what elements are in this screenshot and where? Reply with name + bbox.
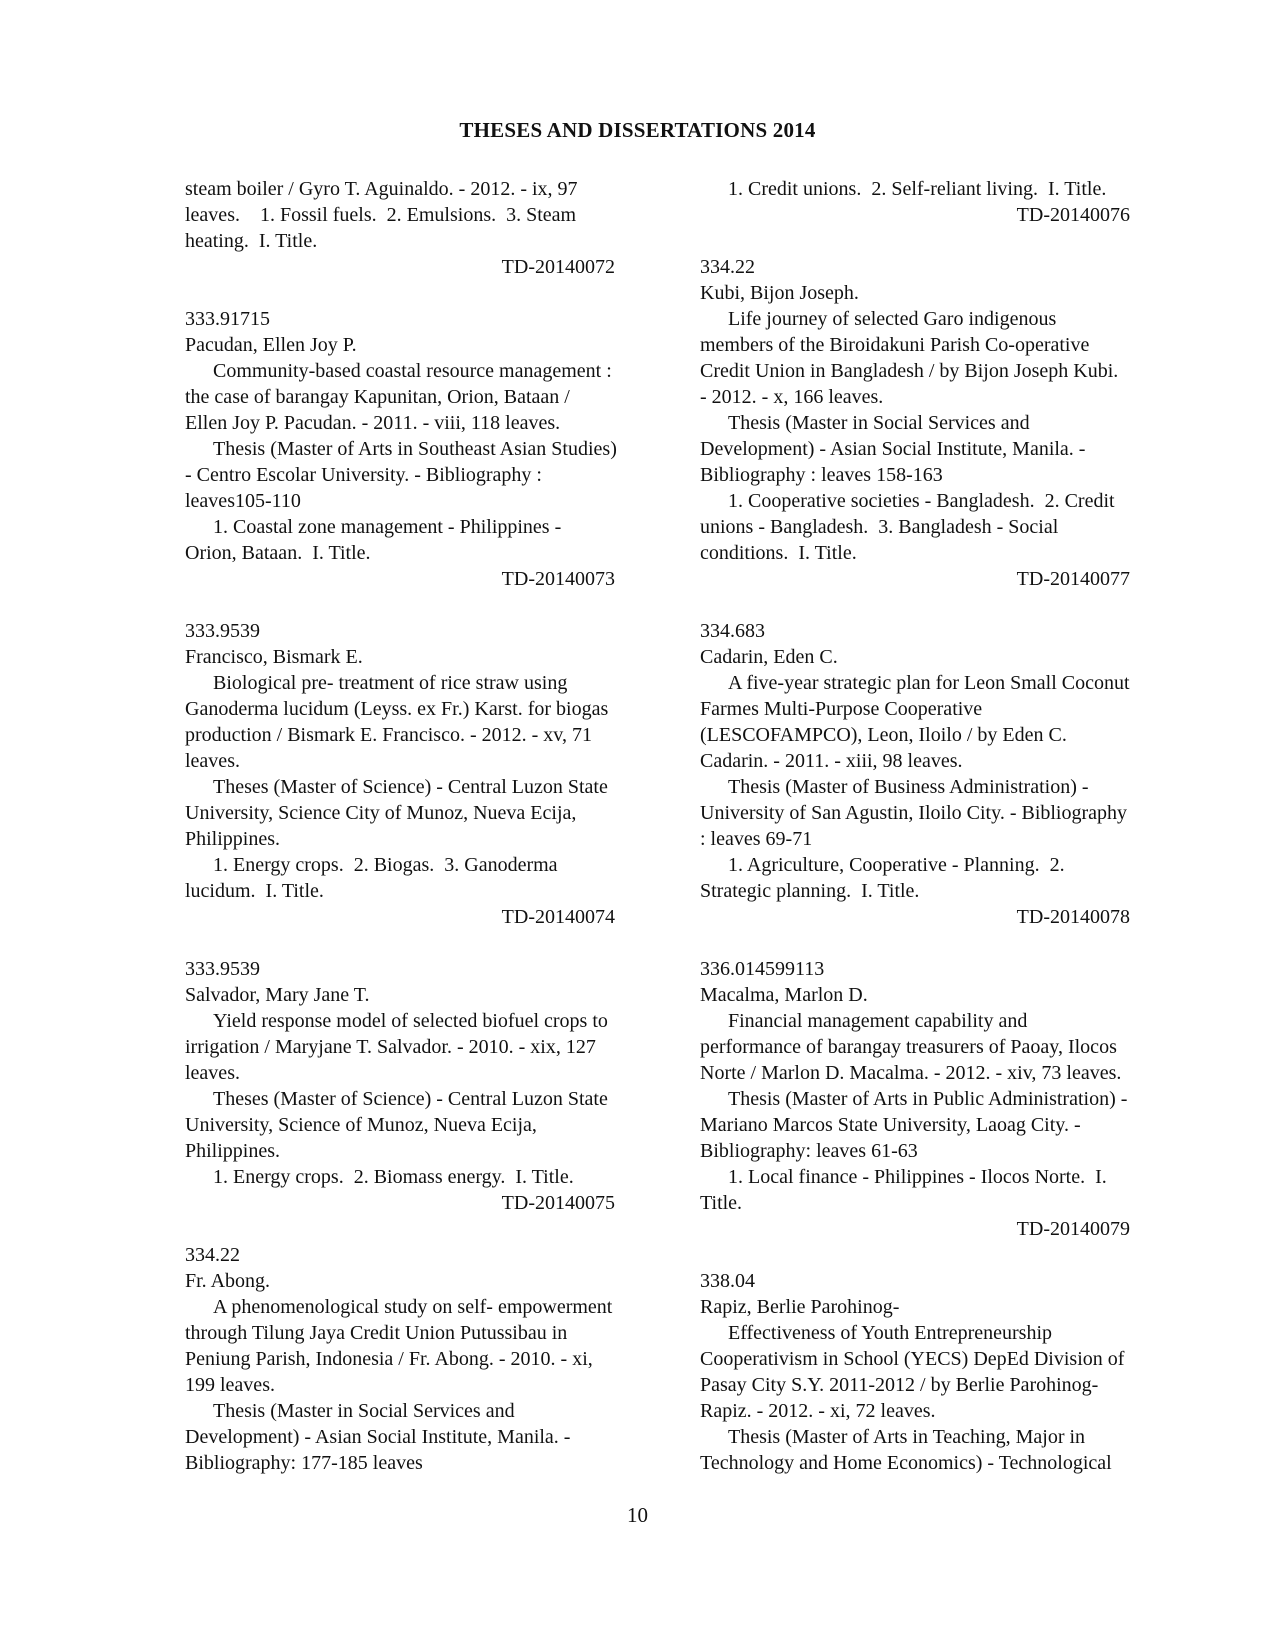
text-line: Farmes Multi-Purpose Cooperative — [700, 698, 983, 720]
accession-number: TD-20140076 — [1016, 204, 1130, 226]
text-line: (LESCOFAMPCO), Leon, Iloilo / by Eden C. — [700, 724, 1067, 746]
text-line: Cooperativism in School (YECS) DepEd Division of — [700, 1348, 1125, 1370]
text-line: Technology and Home Economics) - Technological — [700, 1452, 1112, 1474]
page-title: THESES AND DISSERTATIONS 2014 — [459, 118, 816, 142]
text-line: 1. Agriculture, Cooperative - Planning. 2. — [728, 854, 1065, 876]
entry-spacer — [185, 592, 670, 618]
text-line: Cadarin. - 2011. - xiii, 98 leaves. — [700, 750, 963, 772]
text-line: Kubi, Bijon Joseph. — [700, 282, 859, 304]
text-line: University of San Agustin, Iloilo City. - Bibliography — [700, 802, 1128, 824]
text-line: Development) - Asian Social Institute, Manila. - — [185, 1426, 571, 1448]
right-column — [700, 176, 1185, 1476]
text-line: unions - Bangladesh. 3. Bangladesh - Social — [700, 516, 1059, 538]
text-line: Life journey of selected Garo indigenous — [728, 308, 1057, 330]
text-line: 1. Coastal zone management - Philippines - — [213, 516, 562, 538]
text-line: Financial management capability and — [728, 1010, 1028, 1032]
text-line: Effectiveness of Youth Entrepreneurship — [728, 1322, 1053, 1344]
text-line: Ganoderma lucidum (Leyss. ex Fr.) Karst. for biogas — [185, 698, 609, 720]
text-line: Thesis (Master of Arts in Teaching, Major in — [728, 1426, 1086, 1448]
text-line: Bibliography: leaves 61-63 — [700, 1140, 918, 1162]
text-line: Bibliography : leaves 158-163 — [700, 464, 943, 486]
text-line: Development) - Asian Social Institute, Manila. - — [700, 438, 1086, 460]
text-line: Community-based coastal resource management : — [213, 360, 612, 382]
accession-number: TD-20140079 — [1016, 1218, 1130, 1240]
text-line: Thesis (Master in Social Services and — [213, 1400, 515, 1422]
page-number: 10 — [627, 1503, 648, 1527]
accession-number: TD-20140078 — [1016, 906, 1130, 928]
text-line: 1. Energy crops. 2. Biomass energy. I. Title. — [213, 1166, 574, 1188]
text-line: leaves. — [185, 750, 240, 772]
text-line: Rapiz, Berlie Parohinog- — [700, 1296, 900, 1318]
text-line: leaves. — [185, 1062, 240, 1084]
text-line: Strategic planning. I. Title. — [700, 880, 920, 902]
text-line: Rapiz. - 2012. - xi, 72 leaves. — [700, 1400, 936, 1422]
text-line: 336.014599113 — [700, 958, 825, 980]
entry-spacer — [185, 930, 670, 956]
text-line: Orion, Bataan. I. Title. — [185, 542, 371, 564]
text-line: 1. Energy crops. 2. Biogas. 3. Ganoderma — [213, 854, 558, 876]
text-line: A phenomenological study on self- empowerment — [213, 1296, 613, 1318]
left-column — [185, 176, 670, 1476]
text-line: 1. Credit unions. 2. Self-reliant living. I. Title. — [728, 178, 1107, 200]
text-line: 1. Cooperative societies - Bangladesh. 2. Credit — [728, 490, 1115, 512]
text-line: Peniung Parish, Indonesia / Fr. Abong. - 2010. - xi, — [185, 1348, 593, 1370]
text-line: 334.22 — [185, 1244, 240, 1266]
text-line: Philippines. — [185, 1140, 281, 1162]
text-line: Philippines. — [185, 828, 281, 850]
text-line: through Tilung Jaya Credit Union Putussibau in — [185, 1322, 568, 1344]
text-line: 199 leaves. — [185, 1374, 275, 1396]
accession-number: TD-20140077 — [1016, 568, 1130, 590]
accession-number: TD-20140075 — [501, 1192, 615, 1214]
entry-spacer — [700, 592, 1185, 618]
text-line: lucidum. I. Title. — [185, 880, 324, 902]
entry-spacer — [700, 1242, 1185, 1268]
text-line: leaves. 1. Fossil fuels. 2. Emulsions. 3. Steam — [185, 204, 577, 226]
text-line: Thesis (Master of Business Administration) - — [728, 776, 1089, 798]
entry-spacer — [185, 280, 670, 306]
text-line: conditions. I. Title. — [700, 542, 857, 564]
text-line: Mariano Marcos State University, Laoag City. - — [700, 1114, 1081, 1136]
text-line: 1. Local finance - Philippines - Ilocos Norte. I. — [728, 1166, 1107, 1188]
text-line: Norte / Marlon D. Macalma. - 2012. - xiv, 73 leaves. — [700, 1062, 1122, 1084]
text-line: University, Science City of Munoz, Nueva Ecija, — [185, 802, 577, 824]
text-line: Thesis (Master of Arts in Public Administration) - — [728, 1088, 1128, 1110]
entry-spacer — [700, 228, 1185, 254]
text-line: University, Science of Munoz, Nueva Ecija, — [185, 1114, 537, 1136]
text-line: heating. I. Title. — [185, 230, 318, 252]
text-line: Cadarin, Eden C. — [700, 646, 838, 668]
text-line: - 2012. - x, 166 leaves. — [700, 386, 884, 408]
text-line: 334.22 — [700, 256, 755, 278]
text-line: Fr. Abong. — [185, 1270, 271, 1292]
text-line: 333.91715 — [185, 308, 270, 330]
text-line: irrigation / Maryjane T. Salvador. - 2010. - xix, 127 — [185, 1036, 596, 1058]
text-line: Macalma, Marlon D. — [700, 984, 868, 1006]
text-line: Yield response model of selected biofuel crops to — [213, 1010, 608, 1032]
text-line: Ellen Joy P. Pacudan. - 2011. - viii, 118 leaves. — [185, 412, 561, 434]
text-line: Francisco, Bismark E. — [185, 646, 363, 668]
text-line: steam boiler / Gyro T. Aguinaldo. - 2012. - ix, 97 — [185, 178, 578, 200]
entry-spacer — [700, 930, 1185, 956]
text-line: Title. — [700, 1192, 743, 1214]
accession-number: TD-20140074 — [501, 906, 615, 928]
entry-spacer — [185, 1216, 670, 1242]
text-line: 333.9539 — [185, 620, 260, 642]
text-line: Bibliography: 177-185 leaves — [185, 1452, 423, 1474]
text-line: the case of barangay Kapunitan, Orion, Bataan / — [185, 386, 570, 408]
text-line: 334.683 — [700, 620, 765, 642]
text-line: Pasay City S.Y. 2011-2012 / by Berlie Parohinog- — [700, 1374, 1099, 1396]
text-line: Pacudan, Ellen Joy P. — [185, 334, 357, 356]
text-line: Salvador, Mary Jane T. — [185, 984, 370, 1006]
accession-number: TD-20140073 — [501, 568, 615, 590]
text-line: Biological pre- treatment of rice straw using — [213, 672, 568, 694]
text-line: 338.04 — [700, 1270, 755, 1292]
accession-number: TD-20140072 — [501, 256, 615, 278]
text-line: Theses (Master of Science) - Central Luzon State — [213, 1088, 608, 1110]
text-line: A five-year strategic plan for Leon Small Coconut — [728, 672, 1130, 694]
text-line: Thesis (Master of Arts in Southeast Asian Studies) — [213, 438, 617, 460]
text-line: Credit Union in Bangladesh / by Bijon Joseph Kubi. — [700, 360, 1119, 382]
text-line: performance of barangay treasurers of Paoay, Ilocos — [700, 1036, 1117, 1058]
text-line: Thesis (Master in Social Services and — [728, 412, 1030, 434]
text-line: - Centro Escolar University. - Bibliography : — [185, 464, 542, 486]
text-line: production / Bismark E. Francisco. - 2012. - xv, 71 — [185, 724, 592, 746]
text-line: 333.9539 — [185, 958, 260, 980]
text-line: members of the Biroidakuni Parish Co-operative — [700, 334, 1090, 356]
text-line: Theses (Master of Science) - Central Luzon State — [213, 776, 608, 798]
text-line: : leaves 69-71 — [700, 828, 813, 850]
text-line: leaves105-110 — [185, 490, 301, 512]
